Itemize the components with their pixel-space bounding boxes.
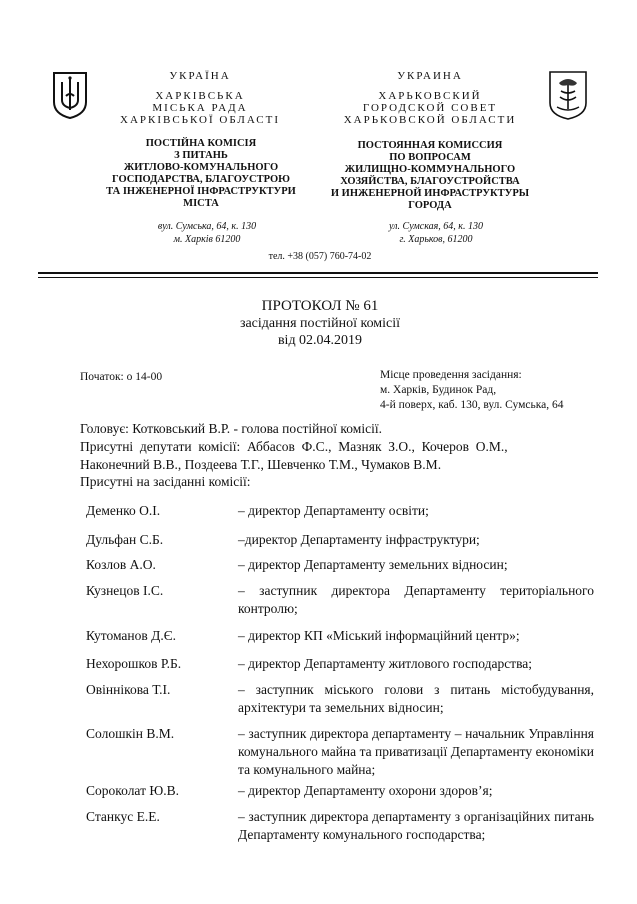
meeting-place: Місце проведення засідання: м. Харків, Будинок Рад, 4-й поверх, каб. 130, вул. Сумська, 64 xyxy=(380,369,564,411)
chair-line: Головує: Котковський В.Р. - голова постійної комісії. xyxy=(80,421,382,436)
attendee-role: – директор Департаменту житлового господарства; xyxy=(238,656,533,671)
header-left-city-1: ХАРКІВСЬКА xyxy=(155,90,245,102)
attendee-role: – заступник директора Департаменту територіального контролю; xyxy=(238,583,594,616)
attendee-name: Сороколат Ю.В. xyxy=(86,783,179,798)
header-left-country: УКРАЇНА xyxy=(169,70,231,82)
attendee-name: Станкус Е.Е. xyxy=(86,809,160,824)
attendee-name: Козлов А.О. xyxy=(86,557,156,572)
attendee-name: Кузнецов І.С. xyxy=(86,583,164,598)
attendee-name: Деменко О.І. xyxy=(86,503,161,518)
header-right-commission: ПОСТОЯННАЯ КОМИССИЯ ПО ВОПРОСАМ ЖИЛИЩНО-КОММУНАЛЬНОГО ХОЗЯЙСТВА, БЛАГОУСТРОЙСТВА И ИНЖЕНЕРНОЙ ИНФРАСТРУКТУРЫ ГОРОДА xyxy=(330,140,530,211)
present-deputies-line-2: Наконечний В.В., Поздеева Т.Г., Шевченко Т.М., Чумаков В.М. xyxy=(80,457,442,472)
header-left-commission: ПОСТІЙНА КОМІСІЯ З ПИТАНЬ ЖИТЛОВО-КОМУНАЛЬНОГО ГОСПОДАРСТВА, БЛАГОУСТРОЮ ТА ІНЖЕНЕРНОЇ ІНФРАСТРУКТУРИ МІСТА xyxy=(106,138,296,209)
attendee-name: Солошкін В.М. xyxy=(86,726,175,741)
attendee-role: – директор Департаменту охорони здоров’я; xyxy=(238,783,493,798)
attendee-name: Овіннікова Т.І. xyxy=(86,682,171,697)
protocol-date: від 02.04.2019 xyxy=(277,333,363,348)
attendee-role: – заступник директора департаменту з організаційних питань Департаменту комунального господарства; xyxy=(238,809,594,842)
header-right-city-1: ХАРЬКОВСКИЙ xyxy=(378,90,482,102)
attendee-name: Нехорошков Р.Б. xyxy=(86,656,182,671)
attendee-role: – заступник міського голови з питань містобудування, архітектури та земельних відносин; xyxy=(238,682,594,715)
protocol-title: ПРОТОКОЛ № 61 xyxy=(261,298,379,314)
header-phone: тел. +38 (057) 760-74-02 xyxy=(268,251,372,262)
attendee-role: –директор Департаменту інфраструктури; xyxy=(238,532,480,547)
header-divider-thick xyxy=(38,272,598,274)
protocol-subtitle: засідання постійної комісії xyxy=(239,316,401,331)
attendee-role: – заступник директора департаменту – начальник Управління комунального майна та приватизації Департаменту економіки та комунального майна; xyxy=(238,726,594,777)
attendee-name: Кутоманов Д.Є. xyxy=(86,628,176,643)
ukraine-coat-of-arms-icon xyxy=(50,70,90,120)
header-right-country: УКРАИНА xyxy=(397,70,463,82)
meeting-start: Початок: о 14-00 xyxy=(80,371,163,383)
attendees-label: Присутні на засіданні комісії: xyxy=(80,474,251,489)
header-left-city-3: ХАРКІВСЬКОЇ ОБЛАСТІ xyxy=(120,114,280,126)
header-divider-thin xyxy=(38,277,598,278)
attendee-role: – директор Департаменту освіти; xyxy=(238,503,429,518)
attendee-name: Дульфан С.Б. xyxy=(86,532,164,547)
kharkiv-coat-of-arms-icon xyxy=(547,69,589,121)
header-right-address: ул. Сумская, 64, к. 130 г. Харьков, 61200 xyxy=(389,221,483,245)
attendee-role: – директор Департаменту земельних відносин; xyxy=(238,557,508,572)
header-right-city-3: ХАРЬКОВСКОЙ ОБЛАСТИ xyxy=(343,114,517,126)
header-left-city-2: МІСЬКА РАДА xyxy=(152,102,248,114)
header-left-address: вул. Сумська, 64, к. 130 м. Харків 61200 xyxy=(157,221,257,245)
attendee-role: – директор КП «Міський інформаційний центр»; xyxy=(238,628,520,643)
header-right-city-2: ГОРОДСКОЙ СОВЕТ xyxy=(362,102,498,114)
present-deputies-line-1: Присутні депутати комісії: Аббасов Ф.С., Мазняк З.О., Кочеров О.М., xyxy=(80,439,508,454)
